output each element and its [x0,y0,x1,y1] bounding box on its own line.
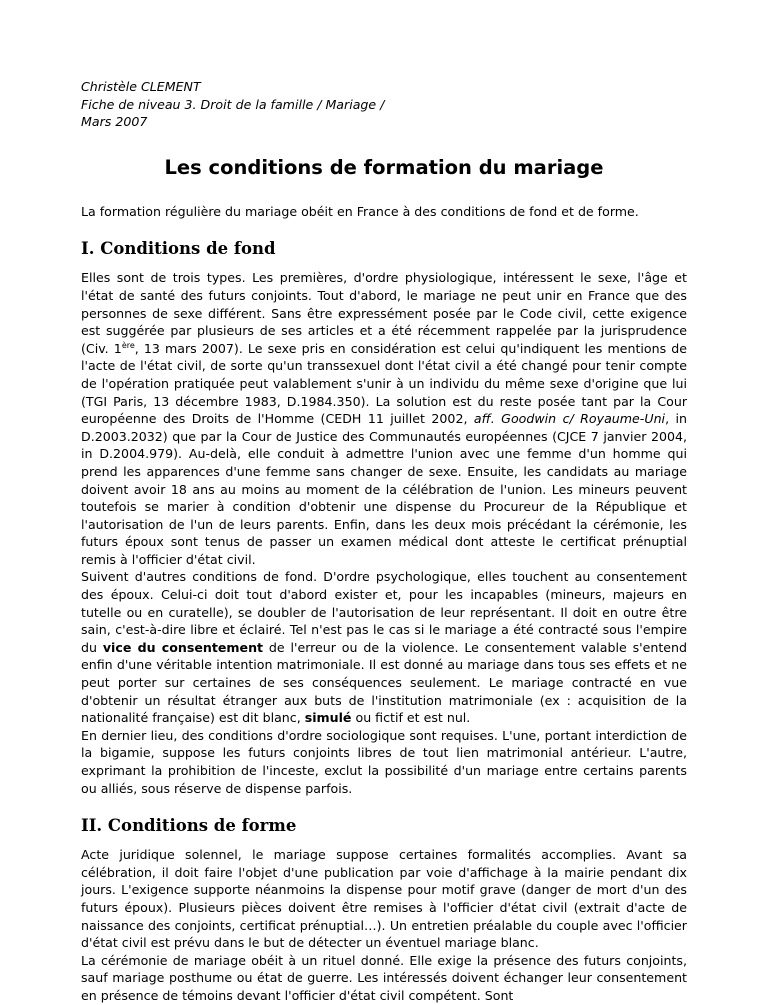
section1-paragraph-1 [81,269,687,568]
case-name: aff. Goodwin c/ Royaume-Uni [473,411,666,427]
section1-paragraph-2 [81,568,687,726]
text-run: , in D.2003.2032) que par la Cour de Justice des Communautés européennes (CJCE 7 janvier 2004, in D.2004.979). Au-delà, elle conduit à admettre l'union avec une femme d'un homme qui prend les apparences d'une femme sans changer de sexe. Ensuite, les candidats au mariage doivent avoir 18 ans au moins au moment de la célébration de l'union. Les mineurs peuvent toutefois se marier à condition d'obtenir une dispense du Procureur de la République et l'autorisation de l'un de leurs parents. Enfin, dans les deux mois précédant la cérémonie, les futurs époux sont tenus de passer un examen médical dont atteste le certificat prénuptial remis à l'officier d'état civil. [81,411,687,567]
section2-paragraph-2: La cérémonie de mariage obéit à un rituel donné. Elle exige la présence des futurs conjoints, sauf mariage posthume ou état de guerre. Les intéressés doivent échanger leur consentement en présence de témoins devant l'officier d'état civil compétent. Sont [81,952,687,1003]
header-subtitle: Fiche de niveau 3. Droit de la famille / Mariage / [81,96,385,112]
page-title: Les conditions de formation du mariage [164,155,604,179]
author: Christèle CLEMENT [81,79,201,94]
section1-paragraph-3: En dernier lieu, des conditions d'ordre sociologique sont requises. L'une, portant interdiction de la bigamie, suppose les futurs conjoints libres de tout lien matrimonial antérieur. L'autre, exprimant la prohibition de l'inceste, exclut la possibilité d'un mariage entre certains parents ou alliés, sous réserve de dispense parfois. [81,727,687,796]
bold-term: simulé [304,710,352,726]
document-page [81,78,687,1005]
document-header [81,78,687,131]
text-run: , 13 mars 2007). Le sexe pris en considération est celui qu'indiquent les mentions de l'acte de l'état civil, de sorte qu'un transsexuel dont l'état civil a été changé pour tenir compte de l'opération pratiquée peut valablement s'unir à un individu du même sexe d'origine que lui (TGI Paris, 13 décembre 1983, D.1984.350). La solution est du reste posée tant par la Cour européenne des Droits de l'Homme (CEDH 11 juillet 2002, [81,340,688,427]
header-date: Mars 2007 [81,114,148,130]
text-run: ou fictif et est nul. [351,710,471,726]
text-run: Suivent d'autres conditions de fond. D'ordre psychologique, elles touchent au consentement des époux. Celui-ci doit tout d'abord exister et, pour les incapables (mineurs, majeurs en tutelle ou en curatelle), se doubler de l'autorisation de leur représentant. Il doit en outre être sain, c'est-à-dire libre et éclairé. Tel n'est pas le cas si le mariage a été contracté sous l'empire du [81,569,687,655]
section2-paragraph-1: Acte juridique solennel, le mariage suppose certaines formalités accomplies. Avant sa célébration, il doit faire l'objet d'une publication par voie d'affichage à la mairie pendant dix jours. L'exigence supporte néanmoins la dispense pour motif grave (danger de mort d'un des futurs époux). Plusieurs pièces doivent être remises à l'officier d'état civil (extrait d'acte de naissance des conjoints, certificat prénuptial…). Un entretien préalable du couple avec l'officier d'état civil est prévu dans le but de détecter un éventuel mariage blanc. [81,847,687,951]
bold-term: vice du consentement [102,639,264,655]
section-heading-2: II. Conditions de forme [81,816,297,836]
intro-paragraph: La formation régulière du mariage obéit en France à des conditions de fond et de forme. [81,203,639,219]
superscript: ère [121,340,135,350]
section-heading-1: I. Conditions de fond [81,239,276,259]
text-run: de l'erreur ou de la violence. Le consentement valable s'entend enfin d'une véritable intention matrimoniale. Il est donné au mariage dans tous ses effets et ne peut porter sur certaines de ses conséquences seulement. Le mariage contracté en vue d'obtenir un résultat étranger aux buts de l'institution matrimoniale (ex : acquisition de la nationalité française) est dit blanc, [81,639,687,726]
text-run: Elles sont de trois types. Les premières, d'ordre physiologique, intéressent le sexe, l'âge et l'état de santé des futurs conjoints. Tout d'abord, le mariage ne peut unir en France que des personnes de sexe différent. Sans être expressément posée par le Code civil, cette exigence est suggérée par plusieurs de ses articles et a été récemment rappelée par la jurisprudence (Civ. 1 [81,270,687,356]
